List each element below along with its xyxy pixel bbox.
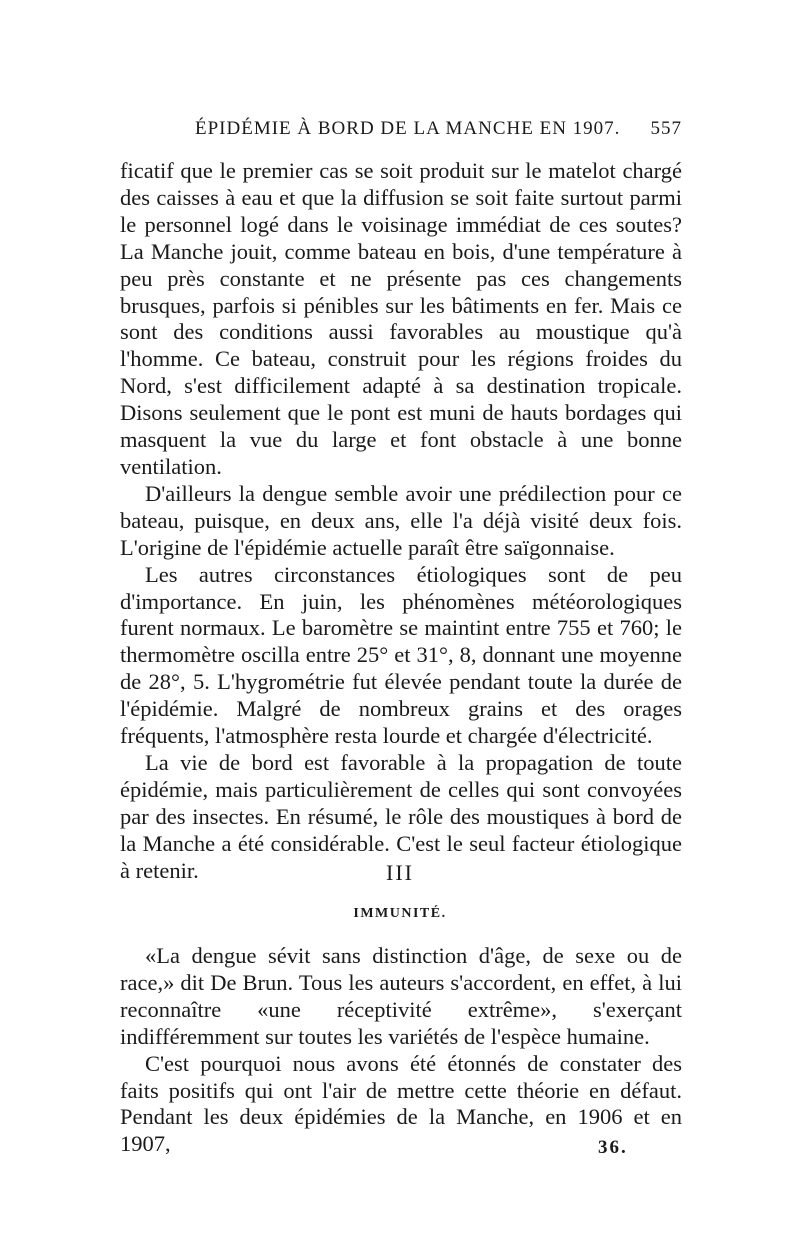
paragraph: C'est pourquoi nous avons été étonnés de constater des faits positifs qui ont l'air de mettre cette théorie en défaut. Pendant les deux épidémies de la Manche, en 1906 et en 1907, [120, 1050, 682, 1157]
signature-mark: 36. [598, 1137, 628, 1158]
paragraph: La vie de bord est favorable à la propagation de toute épidémie, mais particulièrement de celles qui sont convoyées par des insectes. En résumé, le rôle des moustiques à bord de la Manche a été considérable. C'est le seul facteur étiologique à retenir. [120, 749, 682, 883]
page-number: 557 [650, 118, 682, 139]
section-title: IMMUNITÉ. [353, 906, 447, 921]
paragraph: Les autres circonstances étiologiques sont de peu d'importance. En juin, les phénomènes météorologiques furent normaux. Le baromètre se maintint entre 755 et 760; le thermomètre oscilla entre 25° et 31°, 8, donnant une moyenne de 28°, 5. L'hygrométrie fut élevée pendant toute la durée de l'épidémie. Malgré de nombreux grains et des orages fréquents, l'atmosphère resta lourde et chargée d'électricité. [120, 561, 682, 749]
running-head [125, 118, 682, 148]
running-title: ÉPIDÉMIE À BORD DE LA MANCHE EN 1907. [195, 118, 621, 139]
paragraph: D'ailleurs la dengue semble avoir une prédilection pour ce bateau, puisque, en deux ans, elle l'a déjà visité deux fois. L'origine de l'épidémie actuelle paraît être saïgonnaise. [120, 480, 682, 560]
body-text-lower [120, 943, 682, 1158]
section-number: III [386, 860, 414, 885]
paragraph: «La dengue sévit sans distinction d'âge, de sexe ou de race,» dit De Brun. Tous les auteurs s'accordent, en effet, à lui reconnaître «une réceptivité extrême», s'exerçant indifféremment sur toutes les variétés de l'espèce humaine. [120, 943, 682, 1049]
paragraph: ficatif que le premier cas se soit produit sur le matelot chargé des caisses à eau et que la diffusion se soit faite surtout parmi le personnel logé dans le voisinage immédiat de ces soutes? La Manche jouit, comme bateau en bois, d'une température à peu près constante et ne présente pas ces changements brusques, parfois si pénibles sur les bâtiments en fer. Mais ce sont des conditions aussi favorables au moustique qu'à l'homme. Ce bateau, construit pour les régions froides du Nord, s'est difficilement adapté à sa destination tropicale. Disons seulement que le pont est muni de hauts bordages qui masquent la vue du large et font obstacle à une bonne ventilation. [120, 158, 682, 479]
body-text-upper [120, 158, 682, 884]
